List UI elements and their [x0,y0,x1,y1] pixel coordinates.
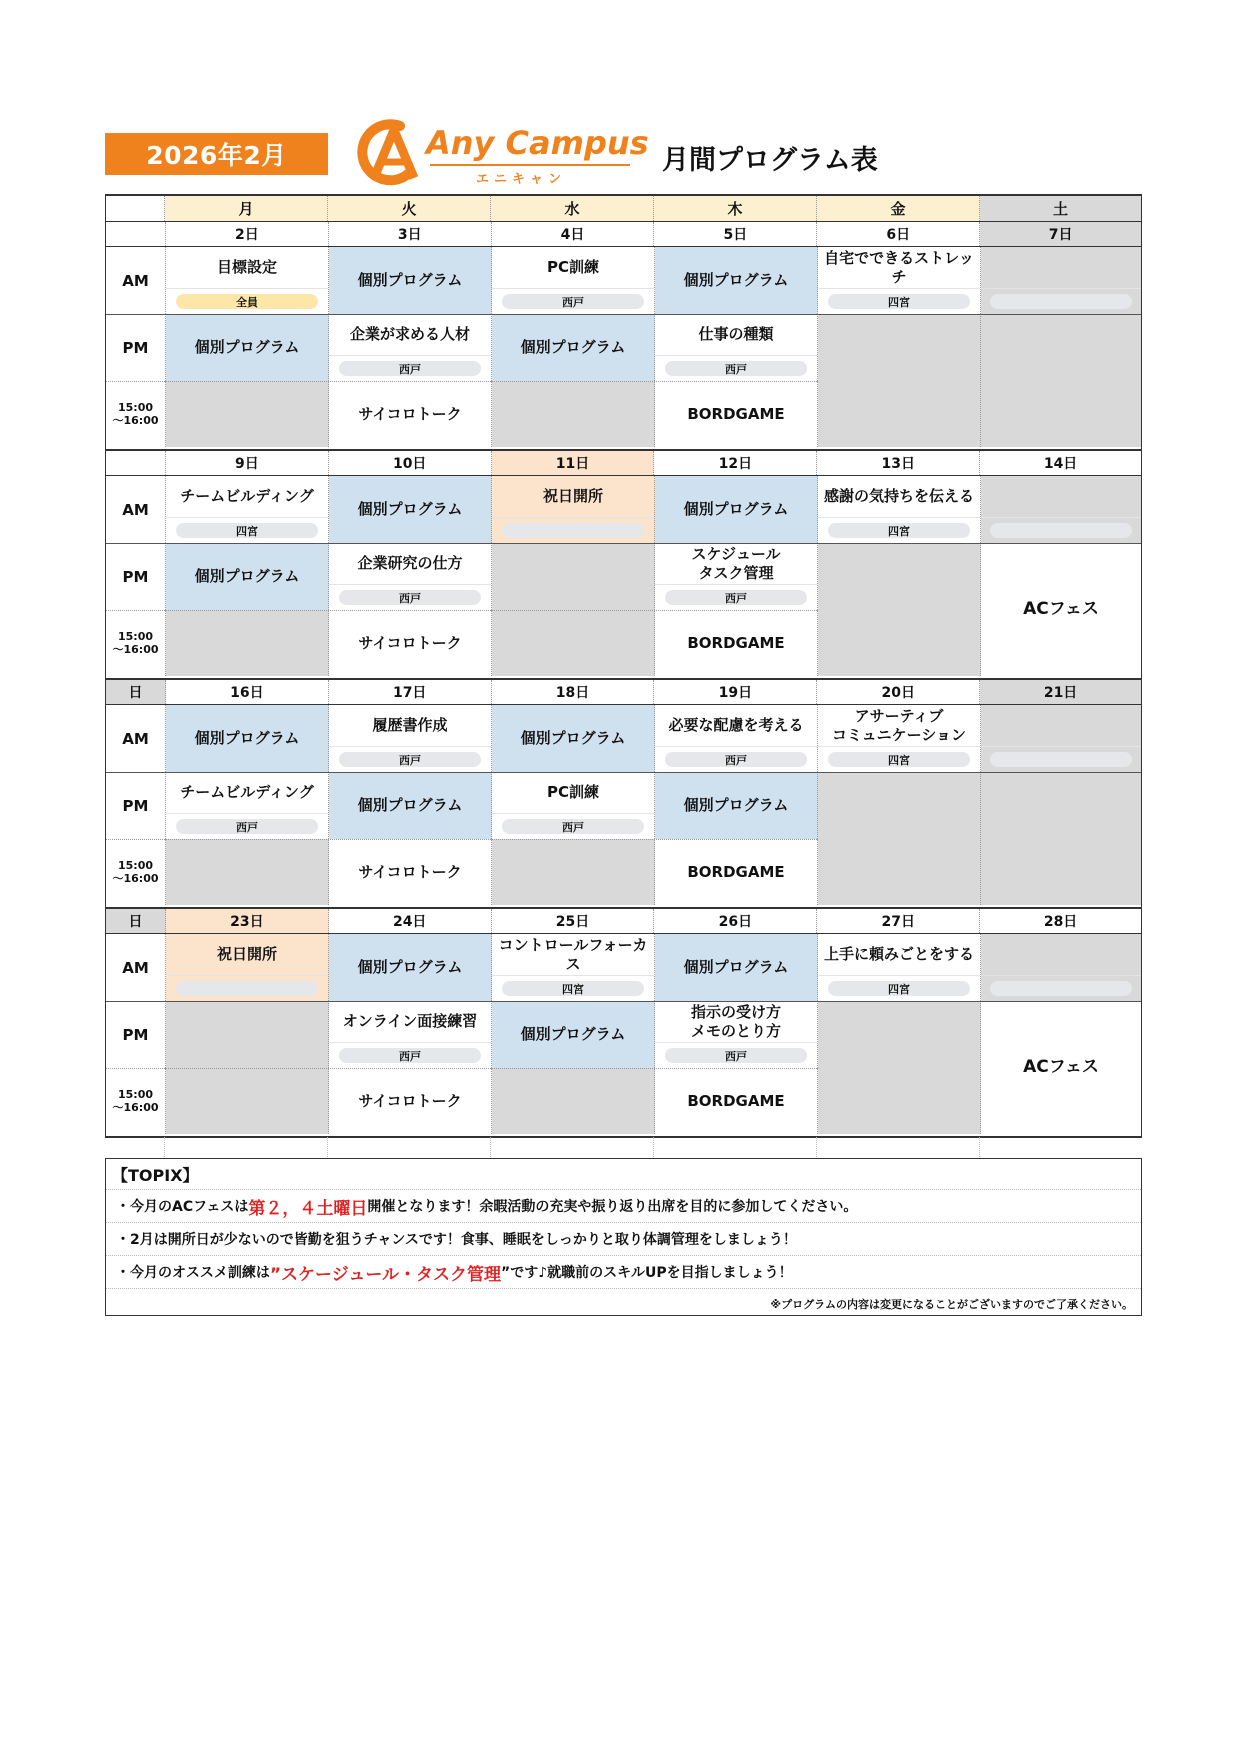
date-cell-fri: 6日 [817,222,980,246]
row-divider [106,839,817,840]
program-title [981,314,1141,447]
program-title: 目標設定 [216,258,277,276]
program-title: 仕事の種類 [698,325,774,343]
staff-pill: 四宮 [502,981,644,996]
program-cell [166,839,329,905]
weekday-thu: 木 [654,196,817,221]
program-cell [329,476,492,543]
program-title [166,839,328,905]
spacer-cell [654,1137,817,1157]
program-cell [329,247,492,314]
date-cell-wed: 4日 [492,222,655,246]
program-cell [818,476,981,543]
staff-pill: 四宮 [176,523,318,538]
date-cell-tue: 24日 [329,909,492,933]
program-title [818,314,980,447]
program-title [981,476,1141,517]
program-cell [329,839,492,905]
logo-mark-icon [356,112,426,192]
time-label [106,381,166,447]
program-title [492,839,654,905]
program-title: 個別プログラム [520,729,626,747]
staff-pill-row [818,517,980,543]
program-cell [818,314,981,447]
date-cell-mon: 23日 [166,909,329,933]
program-title: ACフェス [1023,599,1099,619]
date-cell-fri: 27日 [817,909,980,933]
program-cell [655,772,818,839]
program-cell [818,705,981,772]
topix-title: 【TOPIX】 [106,1159,1141,1190]
date-cell-fri: 20日 [817,680,980,704]
program-cell [329,543,492,610]
staff-pill-row [981,975,1141,1001]
program-title: 自宅でできるストレッチ [824,248,974,286]
week-block [105,451,1142,680]
date-cell-mon: 9日 [166,451,329,475]
program-title [818,543,980,676]
pm-label: PM [106,772,166,839]
program-cell [492,1068,655,1134]
program-cell [492,1001,655,1068]
staff-pill-row [655,584,817,610]
program-cell [329,1068,492,1134]
staff-pill-row [981,288,1141,314]
program-cell [329,934,492,1001]
month-badge: 2026年2月 [105,133,328,175]
program-cell [492,610,655,676]
spacer-cell [817,1137,980,1157]
staff-pill [990,752,1132,767]
program-cell [818,543,981,676]
week-block [105,680,1142,909]
program-title: 必要な配慮を考える [668,716,804,734]
weekday-fri: 金 [817,196,980,221]
am-label: AM [106,934,166,1001]
staff-pill-row [329,746,491,772]
program-cell [818,1001,981,1134]
weekday-header-blank [105,196,165,221]
program-cell [818,772,981,905]
staff-pill: 四宮 [828,294,970,309]
topix-line-1-b: 開催となります！余暇活動の充実や振り返り出席を目的に参加してください。 [367,1199,858,1215]
program-cell [655,381,818,447]
program-title: アサーティブ コミュニケーション [831,706,967,744]
program-title: 履歴書作成 [372,716,448,734]
program-calendar [105,194,1142,1138]
program-title [166,610,328,676]
spacer-cell [980,1137,1142,1157]
staff-pill: 四宮 [828,981,970,996]
staff-pill-row [166,975,328,1001]
logo-underline [430,164,630,166]
weekday-wed: 水 [491,196,654,221]
staff-pill: 西戸 [339,361,481,376]
staff-pill [990,294,1132,309]
spacer-row [105,1137,1142,1157]
program-cell [329,1001,492,1068]
program-cell [655,839,818,905]
weekday-tue: 火 [328,196,491,221]
date-cell-thu: 19日 [654,680,817,704]
pm-label: PM [106,543,166,610]
program-cell [166,1001,329,1068]
staff-pill: 西戸 [176,819,318,834]
program-title: 個別プログラム [194,567,300,585]
date-cell-tue: 17日 [329,680,492,704]
program-title: 個別プログラム [683,271,789,289]
program-cell [166,772,329,839]
program-title: 指示の受け方 メモのとり方 [690,1002,781,1040]
date-cell-thu: 12日 [654,451,817,475]
staff-pill-row [818,746,980,772]
topix-line-3 [106,1256,1141,1289]
spacer-cell [328,1137,491,1157]
program-title: 祝日開所 [542,487,603,505]
program-title [981,247,1141,288]
topix-line-3-highlight: ”スケージュール・タスク管理 [269,1264,502,1285]
program-title: 個別プログラム [520,1025,626,1043]
staff-pill-row [492,517,654,543]
row-divider [106,610,817,611]
program-title [818,1001,980,1134]
program-title: 個別プログラム [683,500,789,518]
date-cell-thu: 5日 [654,222,817,246]
program-cell [655,705,818,772]
time-label-start: 15:00 [117,630,153,643]
program-title [492,543,654,610]
staff-pill: 西戸 [665,590,807,605]
date-cell-label [106,222,166,246]
program-cell [329,610,492,676]
pm-label: PM [106,1001,166,1068]
staff-pill: 西戸 [665,361,807,376]
program-title: 個別プログラム [683,958,789,976]
program-title: 個別プログラム [357,500,463,518]
program-cell [166,543,329,610]
program-title: PC訓練 [546,783,599,801]
program-cell [329,772,492,839]
date-cell-sat: 28日 [1043,914,1078,930]
week-body [106,247,1141,449]
program-cell [981,934,1141,1001]
staff-pill [990,981,1132,996]
date-row [106,451,1141,476]
program-title: BORDGAME [687,1091,785,1110]
staff-pill: 全員 [176,294,318,309]
topix-box [105,1158,1142,1316]
date-row [106,909,1141,934]
staff-pill-row [981,746,1141,772]
program-title [166,381,328,447]
program-title: 企業が求める人材 [349,325,470,343]
program-cell [166,247,329,314]
program-cell [818,934,981,1001]
page-title: 月間プログラム表 [662,145,878,176]
date-cell-tue: 3日 [329,222,492,246]
staff-pill-row [818,288,980,314]
date-cell-mon: 2日 [166,222,329,246]
program-title: 個別プログラム [357,958,463,976]
program-title [166,1001,328,1068]
program-title [981,705,1141,746]
program-title: 感謝の気持ちを伝える [823,487,974,505]
date-cell-sat: 14日 [1043,456,1078,472]
staff-pill-row [981,517,1141,543]
time-label [106,839,166,905]
date-cell-mon: 16日 [166,680,329,704]
time-label-end: 〜16:00 [112,1101,159,1114]
staff-pill: 西戸 [339,590,481,605]
staff-pill: 西戸 [502,294,644,309]
program-cell [655,610,818,676]
program-cell [655,1001,818,1068]
program-title [492,610,654,676]
program-cell [818,247,981,314]
program-cell [981,772,1141,905]
program-cell [166,476,329,543]
week-block [105,909,1142,1138]
topix-line-2: ・2月は開所日が少ないので皆勤を狙うチャンスです！食事、睡眠をしっかりと取り体調管理をしましょう！ [106,1223,1141,1256]
program-cell [981,1001,1141,1134]
topix-line-3-b: ”です♪就職前のスキルUPを目指しましょう！ [501,1265,793,1281]
date-cell-sat: 21日 [980,680,1141,704]
program-cell [166,1068,329,1134]
topix-line-1 [106,1190,1141,1223]
program-cell [655,543,818,610]
program-title: スケジュール タスク管理 [691,544,781,582]
staff-pill: 四宮 [828,523,970,538]
date-cell-thu: 26日 [654,909,817,933]
program-title: チームビルディング [180,783,314,801]
program-title: 個別プログラム [520,338,626,356]
am-label: AM [106,247,166,314]
program-cell [492,772,655,839]
program-cell [166,381,329,447]
program-cell [655,476,818,543]
week-body [106,934,1141,1136]
program-cell [329,314,492,381]
program-title [818,772,980,905]
program-cell [492,476,655,543]
date-row [106,222,1141,247]
program-title: ACフェス [1023,1057,1099,1077]
program-title: サイコロトーク [358,1091,462,1110]
logo-subtext: エニキャン [476,172,567,187]
staff-pill [990,523,1132,538]
program-title [981,772,1141,905]
date-cell-tue: 10日 [329,451,492,475]
program-title: BORDGAME [687,404,785,423]
program-cell [492,543,655,610]
staff-pill-row [492,813,654,839]
time-label-end: 〜16:00 [112,414,159,427]
week-block [105,222,1142,451]
program-title [492,1068,654,1134]
program-cell [166,314,329,381]
staff-pill: 西戸 [339,1048,481,1063]
program-cell [492,934,655,1001]
program-cell [981,314,1141,447]
program-cell [166,610,329,676]
spacer-cell [491,1137,654,1157]
program-cell [492,705,655,772]
staff-pill-row [818,975,980,1001]
time-label [106,1068,166,1134]
topix-line-3-a: ・今月のオススメ訓練は [116,1265,270,1281]
date-cell-wed: 25日 [492,909,655,933]
date-cell-wed: 18日 [492,680,655,704]
weekday-mon: 月 [165,196,328,221]
program-title: 上手に頼みごとをする [823,945,974,963]
staff-pill-row [492,288,654,314]
program-title [981,934,1141,975]
staff-pill [502,523,644,538]
program-cell [329,381,492,447]
week-body [106,705,1141,907]
program-title: 個別プログラム [194,338,300,356]
row-divider [106,772,1141,773]
weekday-header-row [105,194,1142,222]
staff-pill-row [166,288,328,314]
program-title: オンライン面接練習 [342,1012,478,1030]
time-label-start: 15:00 [117,1088,153,1101]
program-title: サイコロトーク [358,862,462,881]
staff-pill-row [492,975,654,1001]
date-cell-label: 日 [106,909,166,933]
program-title: 企業研究の仕方 [357,554,463,572]
program-cell [492,247,655,314]
program-title: 個別プログラム [357,796,463,814]
topix-line-1-highlight: 第２，４土曜日 [248,1198,368,1219]
pm-label: PM [106,314,166,381]
row-divider [106,543,1141,544]
program-cell [655,1068,818,1134]
program-title: 個別プログラム [683,796,789,814]
any-campus-logo [356,112,649,192]
program-cell [166,705,329,772]
staff-pill-row [329,355,491,381]
program-cell [492,381,655,447]
row-divider [106,1001,1141,1002]
date-cell-label: 日 [106,680,166,704]
time-label-start: 15:00 [117,401,153,414]
program-title [166,1068,328,1134]
staff-pill [176,981,318,996]
staff-pill-row [166,517,328,543]
program-cell [329,705,492,772]
program-title: PC訓練 [546,258,599,276]
row-divider [106,1068,817,1069]
date-cell-fri: 13日 [817,451,980,475]
week-body [106,476,1141,678]
program-cell [981,476,1141,543]
staff-pill-row [655,355,817,381]
program-cell [655,934,818,1001]
program-cell [166,934,329,1001]
date-cell-sat: 7日 [980,222,1141,246]
program-title: サイコロトーク [358,404,462,423]
date-cell-label [106,451,166,475]
program-cell [981,543,1141,676]
program-title: サイコロトーク [358,633,462,652]
staff-pill-row [655,746,817,772]
time-label [106,610,166,676]
staff-pill: 西戸 [502,819,644,834]
program-cell [655,314,818,381]
row-divider [106,381,817,382]
staff-pill-row [329,584,491,610]
am-label: AM [106,476,166,543]
spacer-cell [105,1137,165,1157]
date-cell-wed: 11日 [492,451,655,475]
program-cell [492,839,655,905]
program-cell [492,314,655,381]
program-title: コントロールフォーカス [498,935,648,973]
program-title: BORDGAME [687,862,785,881]
staff-pill: 西戸 [339,752,481,767]
program-title: 個別プログラム [357,271,463,289]
am-label: AM [106,705,166,772]
staff-pill-row [655,1042,817,1068]
weekday-sat: 土 [980,196,1142,221]
program-cell [981,705,1141,772]
disclaimer-note: ※プログラムの内容は変更になることがございますのでご了承ください。 [770,1298,1133,1311]
date-row [106,680,1141,705]
program-title [492,381,654,447]
logo-text: Any Campus [426,124,649,162]
staff-pill: 西戸 [665,752,807,767]
program-title: 個別プログラム [194,729,300,747]
row-divider [106,314,1141,315]
program-title: 祝日開所 [216,945,277,963]
program-title: チームビルディング [180,487,314,505]
time-label-end: 〜16:00 [112,872,159,885]
topix-line-1-a: ・今月のACフェスは [116,1199,249,1215]
spacer-cell [165,1137,328,1157]
time-label-end: 〜16:00 [112,643,159,656]
program-cell [981,247,1141,314]
program-cell [655,247,818,314]
staff-pill: 西戸 [665,1048,807,1063]
program-title: BORDGAME [687,633,785,652]
staff-pill-row [329,1042,491,1068]
staff-pill: 四宮 [828,752,970,767]
staff-pill-row [166,813,328,839]
time-label-start: 15:00 [117,859,153,872]
